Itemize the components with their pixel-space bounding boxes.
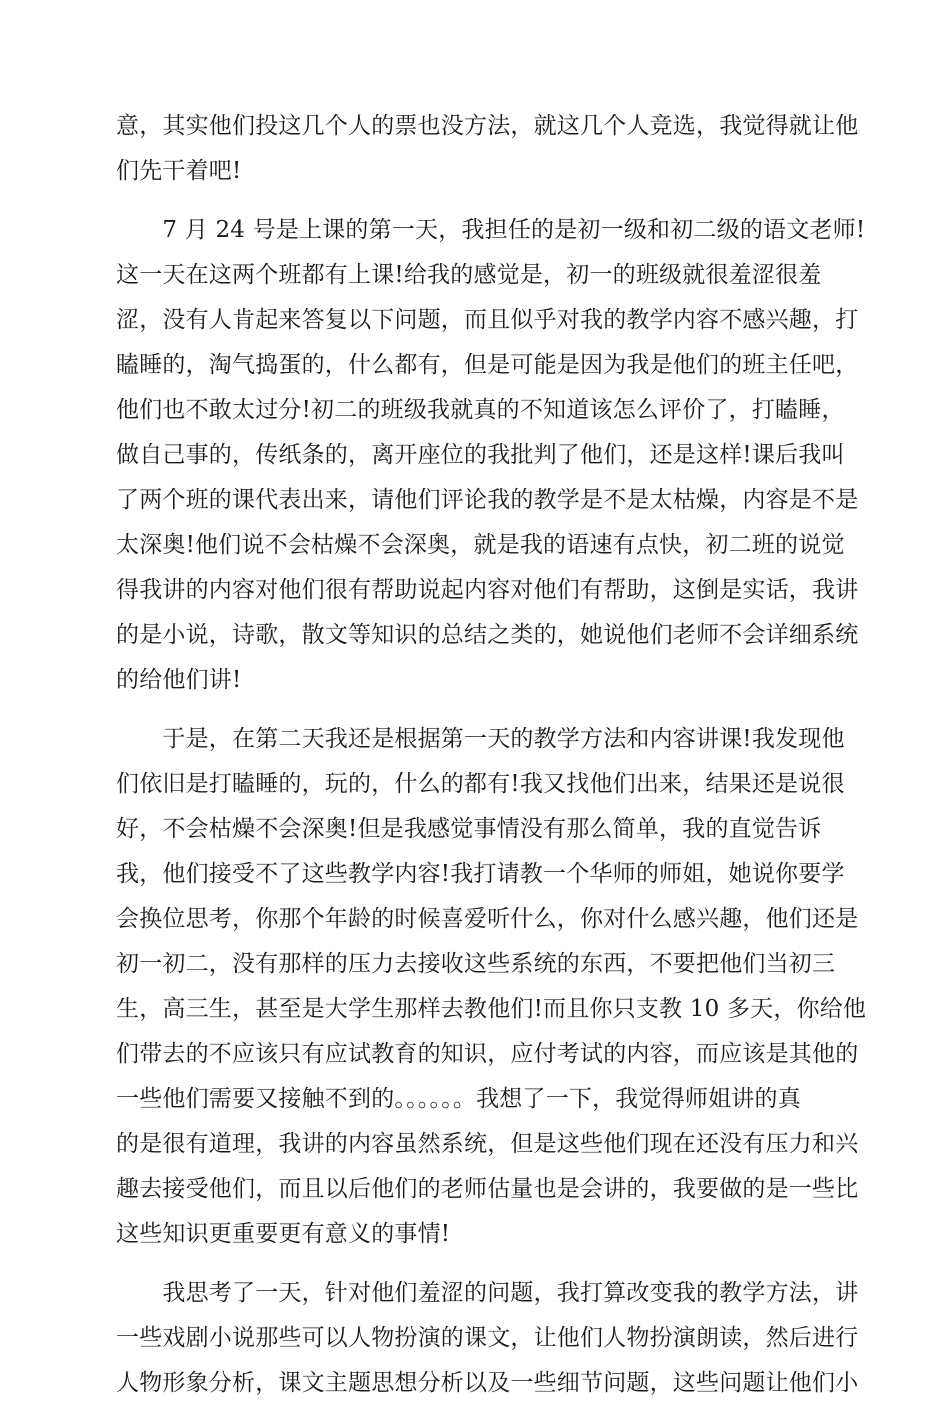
text-line: 太深奥!他们说不会枯燥不会深奥，就是我的语速有点快，初二班的说觉: [116, 532, 845, 558]
text-line: 的是小说，诗歌，散文等知识的总结之类的，她说他们老师不会详细系统: [116, 622, 859, 648]
paragraph-2: [116, 208, 866, 703]
text-line: 好，不会枯燥不会深奥!但是我感觉事情没有那么简单，我的直觉告诉: [116, 816, 822, 842]
text-line: 意，其实他们投这几个人的票也没方法，就这几个人竞选，我觉得就让他: [116, 113, 859, 139]
text-line: 他们也不敢太过分!初二的班级我就真的不知道该怎么评价了，打瞌睡，: [116, 397, 845, 423]
text-line: 一些戏剧小说那些可以人物扮演的课文，让他们人物扮演朗读，然后进行: [116, 1325, 859, 1351]
text-line: 们先干着吧!: [116, 158, 242, 184]
text-line: 做自己事的，传纸条的，离开座位的我批判了他们，还是这样!课后我叫: [116, 442, 845, 468]
text-line: 瞌睡的，淘气捣蛋的，什么都有，但是可能是因为我是他们的班主任吧，: [116, 352, 859, 378]
paragraph-4: [116, 1271, 859, 1406]
text-line: 们依旧是打瞌睡的，玩的，什么的都有!我又找他们出来，结果还是说很: [116, 771, 845, 797]
text-line: 初一初二，没有那样的压力去接收这些系统的东西，不要把他们当初三: [116, 951, 836, 977]
text-line: 们带去的不应该只有应试教育的知识，应付考试的内容，而应该是其他的: [116, 1041, 859, 1067]
text-line: 生，高三生，甚至是大学生那样去教他们!而且你只支教 10 多天，你给他: [116, 996, 867, 1022]
text-line: 的给他们讲!: [116, 667, 242, 693]
text-line: 趣去接受他们，而且以后他们的老师估量也是会讲的，我要做的是一些比: [116, 1176, 859, 1202]
document-body: [116, 104, 867, 1406]
text-line: 的是很有道理，我讲的内容虽然系统，但是这些他们现在还没有压力和兴: [116, 1131, 859, 1157]
text-line: 涩，没有人肯起来答复以下问题，而且似乎对我的教学内容不感兴趣，打: [116, 307, 859, 333]
text-line: 一些他们需要又接触不到的。。。。。。我想了一下，我觉得师姐讲的真: [116, 1086, 801, 1112]
text-line: 我思考了一天，针对他们羞涩的问题，我打算改变我的教学方法，讲: [116, 1280, 859, 1306]
text-line: 7 月 24 号是上课的第一天，我担任的是初一级和初二级的语文老师!: [116, 217, 866, 243]
text-line: 会换位思考，你那个年龄的时候喜爱听什么，你对什么感兴趣，他们还是: [116, 906, 859, 932]
text-line: 于是，在第二天我还是根据第一天的教学方法和内容讲课!我发现他: [116, 726, 845, 752]
text-line: 这一天在这两个班都有上课!给我的感觉是，初一的班级就很羞涩很羞: [116, 262, 822, 288]
paragraph-3: [116, 717, 867, 1257]
text-line: 得我讲的内容对他们很有帮助说起内容对他们有帮助，这倒是实话，我讲: [116, 577, 859, 603]
text-line: 了两个班的课代表出来，请他们评论我的教学是不是太枯燥，内容是不是: [116, 487, 859, 513]
text-line: 这些知识更重要更有意义的事情!: [116, 1221, 451, 1247]
paragraph-1: [116, 104, 859, 194]
text-line: 人物形象分析，课文主题思想分析以及一些细节问题，这些问题让他们小: [116, 1370, 859, 1396]
text-line: 我，他们接受不了这些教学内容!我打请教一个华师的师姐，她说你要学: [116, 861, 845, 887]
